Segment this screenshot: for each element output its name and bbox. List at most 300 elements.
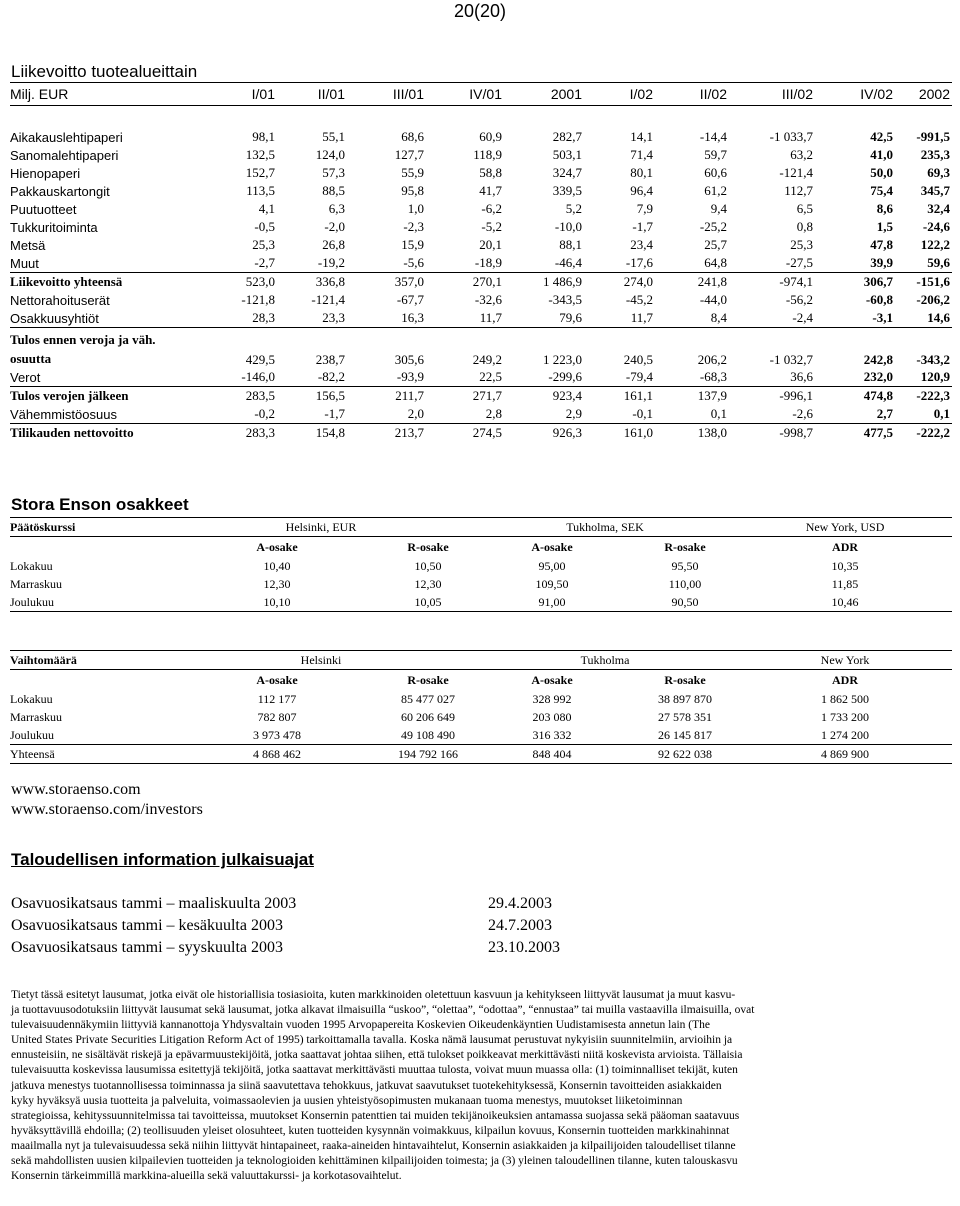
value-cell: 283,3	[245, 425, 275, 440]
value-cell: -343,2	[916, 352, 950, 367]
table-row	[10, 405, 952, 424]
value-cell: 282,7	[552, 129, 582, 144]
value-cell: 15,9	[401, 237, 424, 252]
share-class-header: A-osake	[531, 672, 573, 687]
value-cell: 138,0	[697, 425, 727, 440]
value-cell: -6,2	[481, 201, 502, 216]
value-cell: 12,30	[414, 576, 442, 591]
value-cell: -996,1	[779, 388, 813, 403]
disclaimer-line: tulevaisuutta koskevissa lausumissa esitettyjä tekijöitä, jotka saattavat merkittävästi muuttaa tulosta, voivat muun muassa olla: (1) toiminnalliset tekijät, kuten	[11, 1064, 738, 1077]
value-cell: 6,5	[796, 201, 813, 216]
value-cell: 10,50	[414, 558, 442, 573]
share-price-table	[10, 517, 952, 612]
volumes-header-row	[10, 651, 952, 670]
value-cell: -24,6	[922, 219, 950, 234]
value-cell: -2,4	[729, 309, 815, 328]
row-label: Verot	[10, 368, 177, 387]
value-cell: -1,7	[632, 219, 653, 234]
share-class-header: R-osake	[664, 672, 706, 687]
forward-looking-disclaimer	[11, 988, 946, 1184]
publication-date-row	[11, 915, 552, 937]
value-cell: -991,5	[916, 129, 950, 144]
value-cell: 357,0	[394, 274, 424, 289]
value-cell: 1 733 200	[821, 709, 870, 724]
value-cell: 47,8	[870, 237, 893, 252]
period-header: IV/01	[426, 83, 504, 106]
value-cell: 55,9	[401, 165, 424, 180]
value-cell: 242,8	[863, 352, 893, 367]
value-cell: 88,5	[322, 183, 345, 198]
value-cell: -299,6	[504, 368, 584, 387]
value-cell: 41,0	[870, 147, 893, 162]
table-row	[10, 200, 952, 218]
share-class-header: ADR	[832, 539, 859, 554]
value-cell: 1 862 500	[821, 691, 870, 706]
table-row	[10, 368, 952, 387]
value-cell: 85 477 027	[401, 691, 455, 706]
value-cell: 28,3	[177, 309, 277, 328]
value-cell: 122,2	[920, 237, 950, 252]
value-cell: -17,6	[584, 254, 655, 273]
period-header: I/01	[177, 83, 277, 106]
row-label: Pakkauskartongit	[10, 183, 110, 199]
table-row	[10, 218, 952, 236]
value-cell: 23,4	[630, 237, 653, 252]
period-header: 2002	[895, 83, 952, 106]
month-label: Marraskuu	[10, 576, 62, 591]
value-cell: 90,50	[632, 593, 738, 612]
table-row	[10, 273, 952, 292]
table-row	[10, 424, 952, 443]
value-cell: 1,5	[876, 219, 893, 234]
period-header: II/02	[655, 83, 729, 106]
report-date: 24.7.2003	[488, 917, 552, 934]
value-cell: 98,1	[252, 129, 275, 144]
period-header: 2001	[504, 83, 584, 106]
publication-dates-list	[11, 893, 560, 959]
value-cell: 240,5	[623, 352, 653, 367]
value-cell: 1 223,0	[543, 352, 582, 367]
value-cell: 59,6	[895, 254, 952, 273]
value-cell: 11,7	[426, 309, 504, 328]
value-cell: 69,3	[927, 165, 950, 180]
value-cell: 782 807	[257, 709, 297, 724]
value-cell: -2,6	[729, 405, 815, 424]
period-header: III/02	[729, 83, 815, 106]
value-cell: 270,1	[472, 274, 502, 289]
value-cell: 80,1	[630, 165, 653, 180]
value-cell: 49 108 490	[401, 727, 455, 742]
period-header: IV/02	[815, 83, 895, 106]
value-cell: 10,35	[831, 558, 859, 573]
value-cell: 16,3	[347, 309, 426, 328]
row-label: Sanomalehtipaperi	[10, 147, 119, 163]
value-cell: 477,5	[863, 425, 893, 440]
value-cell: 71,4	[630, 147, 653, 162]
value-cell: 283,5	[245, 388, 275, 403]
value-cell: -3,1	[815, 309, 895, 328]
table-row	[10, 690, 952, 708]
shares-section-title: Stora Enson osakkeet	[11, 495, 189, 514]
value-cell: -2,0	[324, 219, 345, 234]
value-cell: 305,6	[394, 352, 424, 367]
value-cell: -10,0	[554, 219, 582, 234]
total-value: 4 869 900	[738, 745, 952, 764]
value-cell: 274,0	[623, 274, 653, 289]
value-cell: 4,1	[258, 201, 275, 216]
disclaimer-line: kyky hyväksyä uusia tuotteita ja palveluita, voimassaolevien ja uusien yhteistyösopimusten mukanaan tuoma menestys, muutokset liiketoiminnan	[11, 1094, 683, 1107]
disclaimer-line: ennusteisiin, ne sisältävät riskejä ja epävarmuustekijöitä, jotka saattavat johtaa siihen, että tulokset poikkeavat merkittävästi niitä koskevista arvioista. Tällaisia	[11, 1049, 743, 1062]
value-cell: 22,5	[426, 368, 504, 387]
table-row	[10, 128, 952, 146]
value-cell: -45,2	[625, 292, 653, 307]
value-cell: 2,8	[426, 405, 504, 424]
value-cell: -206,2	[916, 292, 950, 307]
value-cell: -60,8	[865, 292, 893, 307]
value-cell: 249,2	[472, 352, 502, 367]
value-cell: 8,4	[655, 309, 729, 328]
publication-date-row	[11, 937, 560, 959]
value-cell: 5,2	[565, 201, 582, 216]
value-cell: -222,3	[916, 388, 950, 403]
disclaimer-line: jatkuva menestys tuotannollisessa toiminnassa ja siinä saavutettava tehokkuus, jatkuvat saavutukset tuotekehityksessä, Konsernin tavoitteiden asiakkaiden	[11, 1079, 722, 1092]
value-cell: 324,7	[552, 165, 582, 180]
value-cell: -44,0	[699, 292, 727, 307]
market-header: Tukholma	[472, 651, 738, 670]
value-cell: 2,7	[815, 405, 895, 424]
value-cell: 1,0	[407, 201, 424, 216]
value-cell: -1 033,7	[769, 129, 813, 144]
value-cell: -93,9	[347, 368, 426, 387]
value-cell: -222,2	[916, 425, 950, 440]
value-cell: 0,8	[796, 219, 813, 234]
total-label: Yhteensä	[10, 745, 170, 764]
row-label: Muut	[10, 254, 177, 273]
value-cell: 88,1	[559, 237, 582, 252]
value-cell: 211,7	[395, 388, 424, 403]
blank-cell	[10, 537, 170, 558]
value-cell: 0,1	[655, 405, 729, 424]
disclaimer-line: strategioissa, kehityssuunnitelmissa tai tavoitteissa, muutokset Konsernin patenttien tai muiden tekijänoikeuksien antamassa suojassa sekä pääoman saatavuus	[11, 1109, 740, 1122]
total-row	[10, 745, 952, 764]
value-cell: 112,7	[784, 183, 813, 198]
table-row	[10, 593, 952, 612]
value-cell: -27,5	[729, 254, 815, 273]
value-cell: 923,4	[552, 388, 582, 403]
value-cell: 95,00	[538, 558, 566, 573]
row-label: Tulos verojen jälkeen	[10, 388, 129, 403]
table-row	[10, 164, 952, 182]
table-row	[10, 291, 952, 309]
value-cell: -121,8	[241, 292, 275, 307]
disclaimer-line: sekä mahdollisten uusien kilpailevien tuotteiden ja teknologioiden kehittäminen kilpailijoiden toimesta; ja (3) yleinen taloudellinen tilanne, kuten talouskasvu	[11, 1155, 738, 1168]
value-cell: -68,3	[655, 368, 729, 387]
value-cell: -1 032,7	[769, 352, 813, 367]
value-cell: 1 274 200	[821, 727, 870, 742]
row-label: Hienopaperi	[10, 165, 81, 181]
value-cell: -18,9	[426, 254, 504, 273]
prices-header-row	[10, 518, 952, 537]
value-cell: -79,4	[584, 368, 655, 387]
period-header: II/01	[277, 83, 347, 106]
table-row	[10, 328, 952, 369]
value-cell: -25,2	[699, 219, 727, 234]
value-cell: 60,6	[704, 165, 727, 180]
value-cell: 132,5	[245, 147, 275, 162]
value-cell: 27 578 351	[658, 709, 713, 724]
results-section-title: Liikevoitto tuotealueittain	[11, 62, 198, 81]
value-cell: 124,0	[315, 147, 345, 162]
month-label: Lokakuu	[10, 558, 53, 573]
value-cell: -2,7	[177, 254, 277, 273]
value-cell: 429,5	[245, 352, 275, 367]
value-cell: 79,6	[504, 309, 584, 328]
value-cell: 39,9	[815, 254, 895, 273]
share-class-header: ADR	[832, 672, 859, 687]
links	[11, 780, 203, 820]
trading-volume-table	[10, 650, 952, 764]
value-cell: 23,3	[277, 309, 347, 328]
results-header-row	[10, 83, 952, 106]
value-cell: -67,7	[396, 292, 424, 307]
spacer-row	[10, 106, 952, 129]
value-cell: 26,8	[322, 237, 345, 252]
value-cell: 3 973 478	[253, 727, 301, 742]
value-cell: 339,5	[552, 183, 582, 198]
link-investors[interactable]: www.storaenso.com/investors	[11, 801, 203, 818]
market-header: New York	[738, 651, 952, 670]
value-cell: 59,7	[704, 147, 727, 162]
value-cell: 57,3	[322, 165, 345, 180]
value-cell: 68,6	[401, 129, 424, 144]
row-label: Aikakauslehtipaperi	[10, 129, 123, 145]
row-label: Puutuotteet	[10, 201, 77, 217]
value-cell: 109,50	[535, 576, 569, 591]
value-cell: 95,50	[671, 558, 699, 573]
value-cell: -5,2	[481, 219, 502, 234]
row-label: Osakkuusyhtiöt	[10, 309, 177, 328]
value-cell: 96,4	[630, 183, 653, 198]
value-cell: 91,00	[472, 593, 632, 612]
value-cell: 9,4	[710, 201, 727, 216]
value-cell: 110,00	[668, 576, 702, 591]
row-label: Metsä	[10, 237, 46, 253]
value-cell: 336,8	[315, 274, 345, 289]
value-cell: 95,8	[401, 183, 424, 198]
value-cell: 154,8	[315, 425, 345, 440]
share-class-header: R-osake	[407, 672, 449, 687]
value-cell: 60 206 649	[401, 709, 455, 724]
value-cell: 7,9	[636, 201, 653, 216]
value-cell: 203 080	[532, 709, 572, 724]
month-label: Joulukuu	[10, 727, 55, 742]
value-cell: 36,6	[729, 368, 815, 387]
disclaimer-line: ja tuottavuusodotuksiin liittyvät lausumat sekä lausumat, jotka alkavat ilmaisuilla “uskoo”, “olettaa”, “odottaa”, “ennustaa” tai muilla vastaavilla ilmaisuilla, ovat	[11, 1004, 755, 1017]
value-cell: 161,0	[623, 425, 653, 440]
row-label: Tulos ennen veroja ja väh. osuutta	[10, 332, 156, 366]
value-cell: 156,5	[315, 388, 345, 403]
value-cell: 238,7	[315, 352, 345, 367]
value-cell: -82,2	[277, 368, 347, 387]
value-cell: 58,8	[479, 165, 502, 180]
value-cell: 0,1	[895, 405, 952, 424]
value-cell: 2,0	[347, 405, 426, 424]
disclaimer-line: Konsernin tärkeimmillä markkina-alueilla sekä valuuttakurssi- ja korkotasovaihtelut.	[11, 1170, 402, 1183]
disclaimer-line: tulevaisuudennäkymiin liittyviä kannanottoja Yhdysvaltain vuoden 1995 Arvopapereita Koskevien Oikeudenkäyntien Uudistamisesta annetun lain (The	[11, 1019, 710, 1032]
disclaimer-line: maailmalla nyt ja tulevaisuudessa sekä niihin liittyvät hintapaineet, raaka-aineiden hintavaihtelut, Konsernin asiakkaiden ja kilpailijoiden taloudelliset tilanne	[11, 1139, 736, 1152]
table-row	[10, 575, 952, 593]
share-class-header: A-osake	[256, 539, 298, 554]
table-row	[10, 557, 952, 575]
value-cell: -0,5	[254, 219, 275, 234]
value-cell: 113,5	[246, 183, 275, 198]
value-cell: 61,2	[704, 183, 727, 198]
table-row	[10, 146, 952, 164]
value-cell: 10,10	[170, 593, 384, 612]
value-cell: 41,7	[479, 183, 502, 198]
value-cell: 25,3	[252, 237, 275, 252]
page-number: 20(20)	[453, 1, 507, 21]
value-cell: 11,7	[584, 309, 655, 328]
value-cell: -14,4	[699, 129, 727, 144]
value-cell: 14,6	[895, 309, 952, 328]
value-cell: -19,2	[277, 254, 347, 273]
value-cell: 127,7	[394, 147, 424, 162]
table-caption: Päätöskurssi	[10, 518, 170, 537]
value-cell: -974,1	[779, 274, 813, 289]
value-cell: 926,3	[552, 425, 582, 440]
value-cell: -121,4	[311, 292, 345, 307]
value-cell: 345,7	[920, 183, 950, 198]
value-cell: -343,5	[548, 292, 582, 307]
value-cell: 25,3	[790, 237, 813, 252]
report-date: 23.10.2003	[488, 939, 560, 956]
disclaimer-line: United States Private Securities Litigation Reform Act of 1995) tarkoittamalla tavalla. Koska nämä lausumat perustuvat nykyisiin suunnitelmiin, arvioihin ja	[11, 1034, 733, 1047]
report-label: Osavuosikatsaus tammi – syyskuulta 2003	[11, 939, 283, 956]
value-cell: 55,1	[322, 129, 345, 144]
table-row	[10, 726, 952, 745]
value-cell: 25,7	[704, 237, 727, 252]
total-value: 194 792 166	[384, 745, 472, 764]
total-value: 92 622 038	[632, 745, 738, 764]
value-cell: 38 897 870	[658, 691, 713, 706]
table-row	[10, 708, 952, 726]
value-cell: -0,1	[584, 405, 655, 424]
value-cell: 316 332	[532, 727, 572, 742]
volumes-subheader-row	[10, 670, 952, 691]
value-cell: 161,1	[623, 388, 653, 403]
value-cell: 11,85	[831, 576, 859, 591]
value-cell: 64,8	[655, 254, 729, 273]
value-cell: 206,2	[697, 352, 727, 367]
value-cell: 20,1	[479, 237, 502, 252]
value-cell: 241,8	[697, 274, 727, 289]
table-row	[10, 236, 952, 254]
value-cell: 32,4	[927, 201, 950, 216]
value-cell: -5,6	[347, 254, 426, 273]
publication-dates-title: Taloudellisen information julkaisuajat	[11, 850, 314, 869]
value-cell: 232,0	[815, 368, 895, 387]
row-label: Tukkuritoiminta	[10, 219, 98, 235]
table-row	[10, 182, 952, 200]
value-cell: 112 177	[257, 691, 297, 706]
results-table	[10, 82, 952, 442]
value-cell: 1 486,9	[543, 274, 582, 289]
value-cell: 523,0	[245, 274, 275, 289]
value-cell: 328 992	[532, 691, 572, 706]
value-cell: 10,40	[263, 558, 291, 573]
table-row	[10, 254, 952, 273]
period-header: I/02	[584, 83, 655, 106]
value-cell: 306,7	[863, 274, 893, 289]
month-label: Lokakuu	[10, 691, 53, 706]
value-cell: 63,2	[790, 147, 813, 162]
market-header: New York, USD	[738, 518, 952, 537]
value-cell: -998,7	[779, 425, 813, 440]
month-label: Joulukuu	[10, 593, 170, 612]
value-cell: 26 145 817	[658, 727, 713, 742]
prices-subheader-row	[10, 537, 952, 558]
value-cell: -56,2	[785, 292, 813, 307]
market-header: Helsinki, EUR	[170, 518, 472, 537]
report-label: Osavuosikatsaus tammi – kesäkuulta 2003	[11, 917, 283, 934]
value-cell: 10,05	[384, 593, 472, 612]
value-cell: 235,3	[920, 147, 950, 162]
table-row	[10, 309, 952, 328]
month-label: Marraskuu	[10, 709, 62, 724]
value-cell: 75,4	[870, 183, 893, 198]
share-class-header: A-osake	[256, 672, 298, 687]
value-cell: 474,8	[863, 388, 893, 403]
value-cell: 213,7	[394, 425, 424, 440]
value-cell: -32,6	[474, 292, 502, 307]
value-cell: -121,4	[779, 165, 813, 180]
value-cell: 42,5	[870, 129, 893, 144]
share-class-header: A-osake	[531, 539, 573, 554]
value-cell: -46,4	[504, 254, 584, 273]
value-cell: 10,46	[738, 593, 952, 612]
unit-header: Milj. EUR	[10, 83, 177, 106]
value-cell: 14,1	[630, 129, 653, 144]
share-class-header: R-osake	[664, 539, 706, 554]
value-cell: -0,2	[177, 405, 277, 424]
value-cell: 118,9	[473, 147, 502, 162]
row-label: Nettorahoituserät	[10, 292, 110, 308]
publication-date-row	[11, 893, 552, 915]
link-storaenso[interactable]: www.storaenso.com	[11, 781, 141, 798]
table-row	[10, 387, 952, 406]
value-cell: -1,7	[277, 405, 347, 424]
total-value: 4 868 462	[170, 745, 384, 764]
report-date: 29.4.2003	[488, 895, 552, 912]
value-cell: -146,0	[177, 368, 277, 387]
blank-cell	[10, 670, 170, 691]
value-cell: 120,9	[895, 368, 952, 387]
market-header: Helsinki	[170, 651, 472, 670]
value-cell: 8,6	[876, 201, 893, 216]
value-cell: 2,9	[504, 405, 584, 424]
value-cell: -151,6	[916, 274, 950, 289]
market-header: Tukholma, SEK	[472, 518, 738, 537]
row-label: Tilikauden nettovoitto	[10, 425, 134, 440]
total-value: 848 404	[472, 745, 632, 764]
value-cell: 6,3	[328, 201, 345, 216]
value-cell: 137,9	[697, 388, 727, 403]
disclaimer-line: hyväksyttävillä ehdoilla; (2) teollisuuden yleiset olosuhteet, kuten tuotteiden kysynnän voimakkuus, kilpailun kovuus, Konsernin tuotteiden markkinahinnat	[11, 1124, 730, 1137]
disclaimer-line: Tietyt tässä esitetyt lausumat, jotka eivät ole historiallisia tosiasioita, kuten markkinoiden oletettuun kasvuun ja kehitykseen liittyvät lausumat ja muut kasvu-	[11, 989, 736, 1001]
value-cell: 503,1	[552, 147, 582, 162]
row-label: Liikevoitto yhteensä	[10, 274, 123, 289]
